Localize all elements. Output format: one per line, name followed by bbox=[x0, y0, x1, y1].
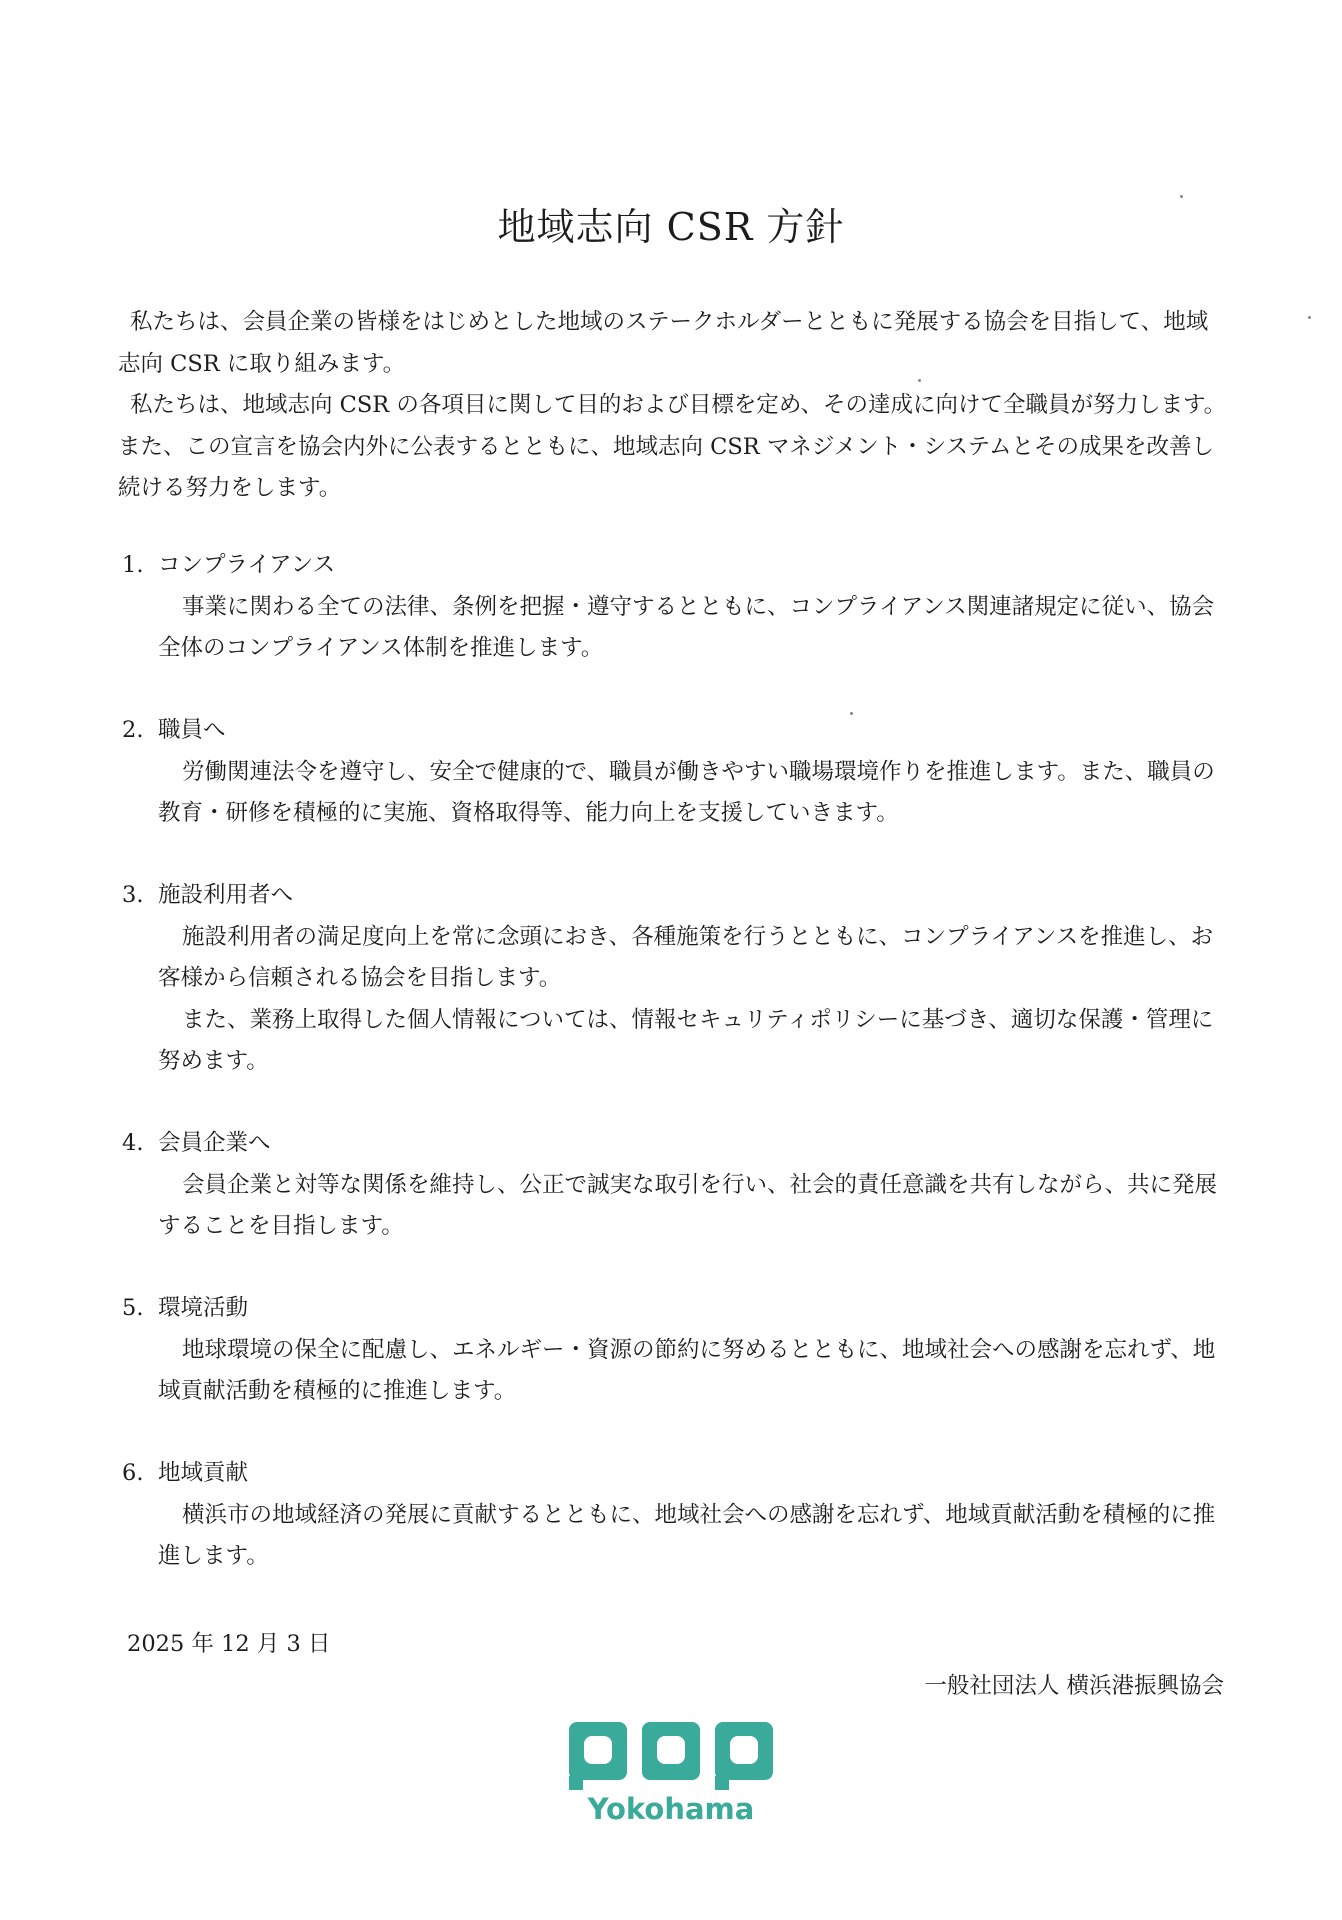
scan-speck bbox=[918, 379, 921, 382]
section-paragraph: 労働関連法令を遵守し、安全で健康的で、職員が働きやすい職場環境作りを推進します。また、職員の教育・研修を積極的に実施、資格取得等、能力向上を支援していきます。 bbox=[158, 758, 1215, 826]
section-title: 職員へ bbox=[158, 717, 226, 743]
scan-speck bbox=[1308, 316, 1311, 319]
section-paragraph: 施設利用者の満足度向上を常に念頭におき、各種施策を行うとともに、コンプライアンスを推進し、お客様から信頼される協会を目指します。 bbox=[158, 923, 1214, 991]
logo-text-yokohama: Yokohama bbox=[587, 1792, 755, 1824]
organization-name: 一般社団法人 横浜港振興協会 bbox=[924, 1673, 1224, 1699]
section-heading bbox=[122, 1453, 1232, 1495]
section-number: 1. bbox=[122, 552, 144, 578]
intro-block bbox=[118, 302, 1228, 510]
section-number: 3. bbox=[122, 882, 144, 908]
scan-speck bbox=[850, 712, 853, 715]
section-environment bbox=[122, 1288, 1232, 1413]
section-community bbox=[122, 1453, 1232, 1578]
section-heading bbox=[122, 875, 1232, 917]
section-title: コンプライアンス bbox=[158, 552, 336, 578]
section-heading bbox=[122, 1288, 1232, 1330]
section-title: 会員企業へ bbox=[158, 1130, 271, 1156]
section-paragraph: 事業に関わる全ての法律、条例を把握・遵守するとともに、コンプライアンス関連諸規定に従い、協会全体のコンプライアンス体制を推進します。 bbox=[158, 593, 1215, 661]
section-number: 4. bbox=[122, 1130, 144, 1156]
section-body bbox=[158, 587, 1218, 670]
section-paragraph: 地球環境の保全に配慮し、エネルギー・資源の節約に努めるとともに、地域社会への感謝を忘れず、地域貢献活動を積極的に推進します。 bbox=[158, 1336, 1216, 1404]
issue-date: 2025 年 12 月 3 日 bbox=[127, 1631, 331, 1657]
section-body bbox=[158, 1165, 1218, 1248]
section-compliance bbox=[122, 545, 1232, 670]
section-body bbox=[158, 1495, 1218, 1578]
section-number: 2. bbox=[122, 717, 144, 743]
scan-speck bbox=[1180, 195, 1183, 198]
section-paragraph: 横浜市の地域経済の発展に貢献するとともに、地域社会への感謝を忘れず、地域貢献活動を積極的に推進します。 bbox=[158, 1501, 1216, 1569]
intro-paragraph-1: 私たちは、会員企業の皆様をはじめとした地域のステークホルダーとともに発展する協会を目指して、地域志向 CSR に取り組みます。 bbox=[118, 309, 1209, 377]
section-paragraph: 会員企業と対等な関係を維持し、公正で誠実な取引を行い、社会的責任意識を共有しながら、共に発展することを目指します。 bbox=[158, 1171, 1218, 1239]
logo-mark-pop bbox=[569, 1722, 773, 1790]
section-title: 施設利用者へ bbox=[158, 882, 294, 908]
section-member-companies bbox=[122, 1123, 1232, 1248]
section-title: 地域貢献 bbox=[158, 1460, 249, 1486]
section-number: 6. bbox=[122, 1460, 144, 1486]
section-body bbox=[158, 752, 1218, 835]
intro-paragraph-2: 私たちは、地域志向 CSR の各項目に関して目的および目標を定め、その達成に向けて全職員が努力します。また、この宣言を協会内外に公表するとともに、地域志向 CSR マネジメント・システムとその成果を改善し続ける努力をします。 bbox=[118, 392, 1227, 501]
section-heading bbox=[122, 1123, 1232, 1165]
pop-yokohama-logo bbox=[565, 1718, 777, 1824]
section-heading bbox=[122, 710, 1232, 752]
page-title: 地域志向 CSR 方針 bbox=[497, 205, 845, 249]
section-body bbox=[158, 917, 1218, 1083]
section-body bbox=[158, 1330, 1218, 1413]
section-heading bbox=[122, 545, 1232, 587]
section-title: 環境活動 bbox=[158, 1295, 249, 1321]
section-number: 5. bbox=[122, 1295, 144, 1321]
section-facility-users bbox=[122, 875, 1232, 1083]
section-staff bbox=[122, 710, 1232, 835]
section-paragraph: また、業務上取得した個人情報については、情報セキュリティポリシーに基づき、適切な保護・管理に努めます。 bbox=[158, 1006, 1214, 1074]
